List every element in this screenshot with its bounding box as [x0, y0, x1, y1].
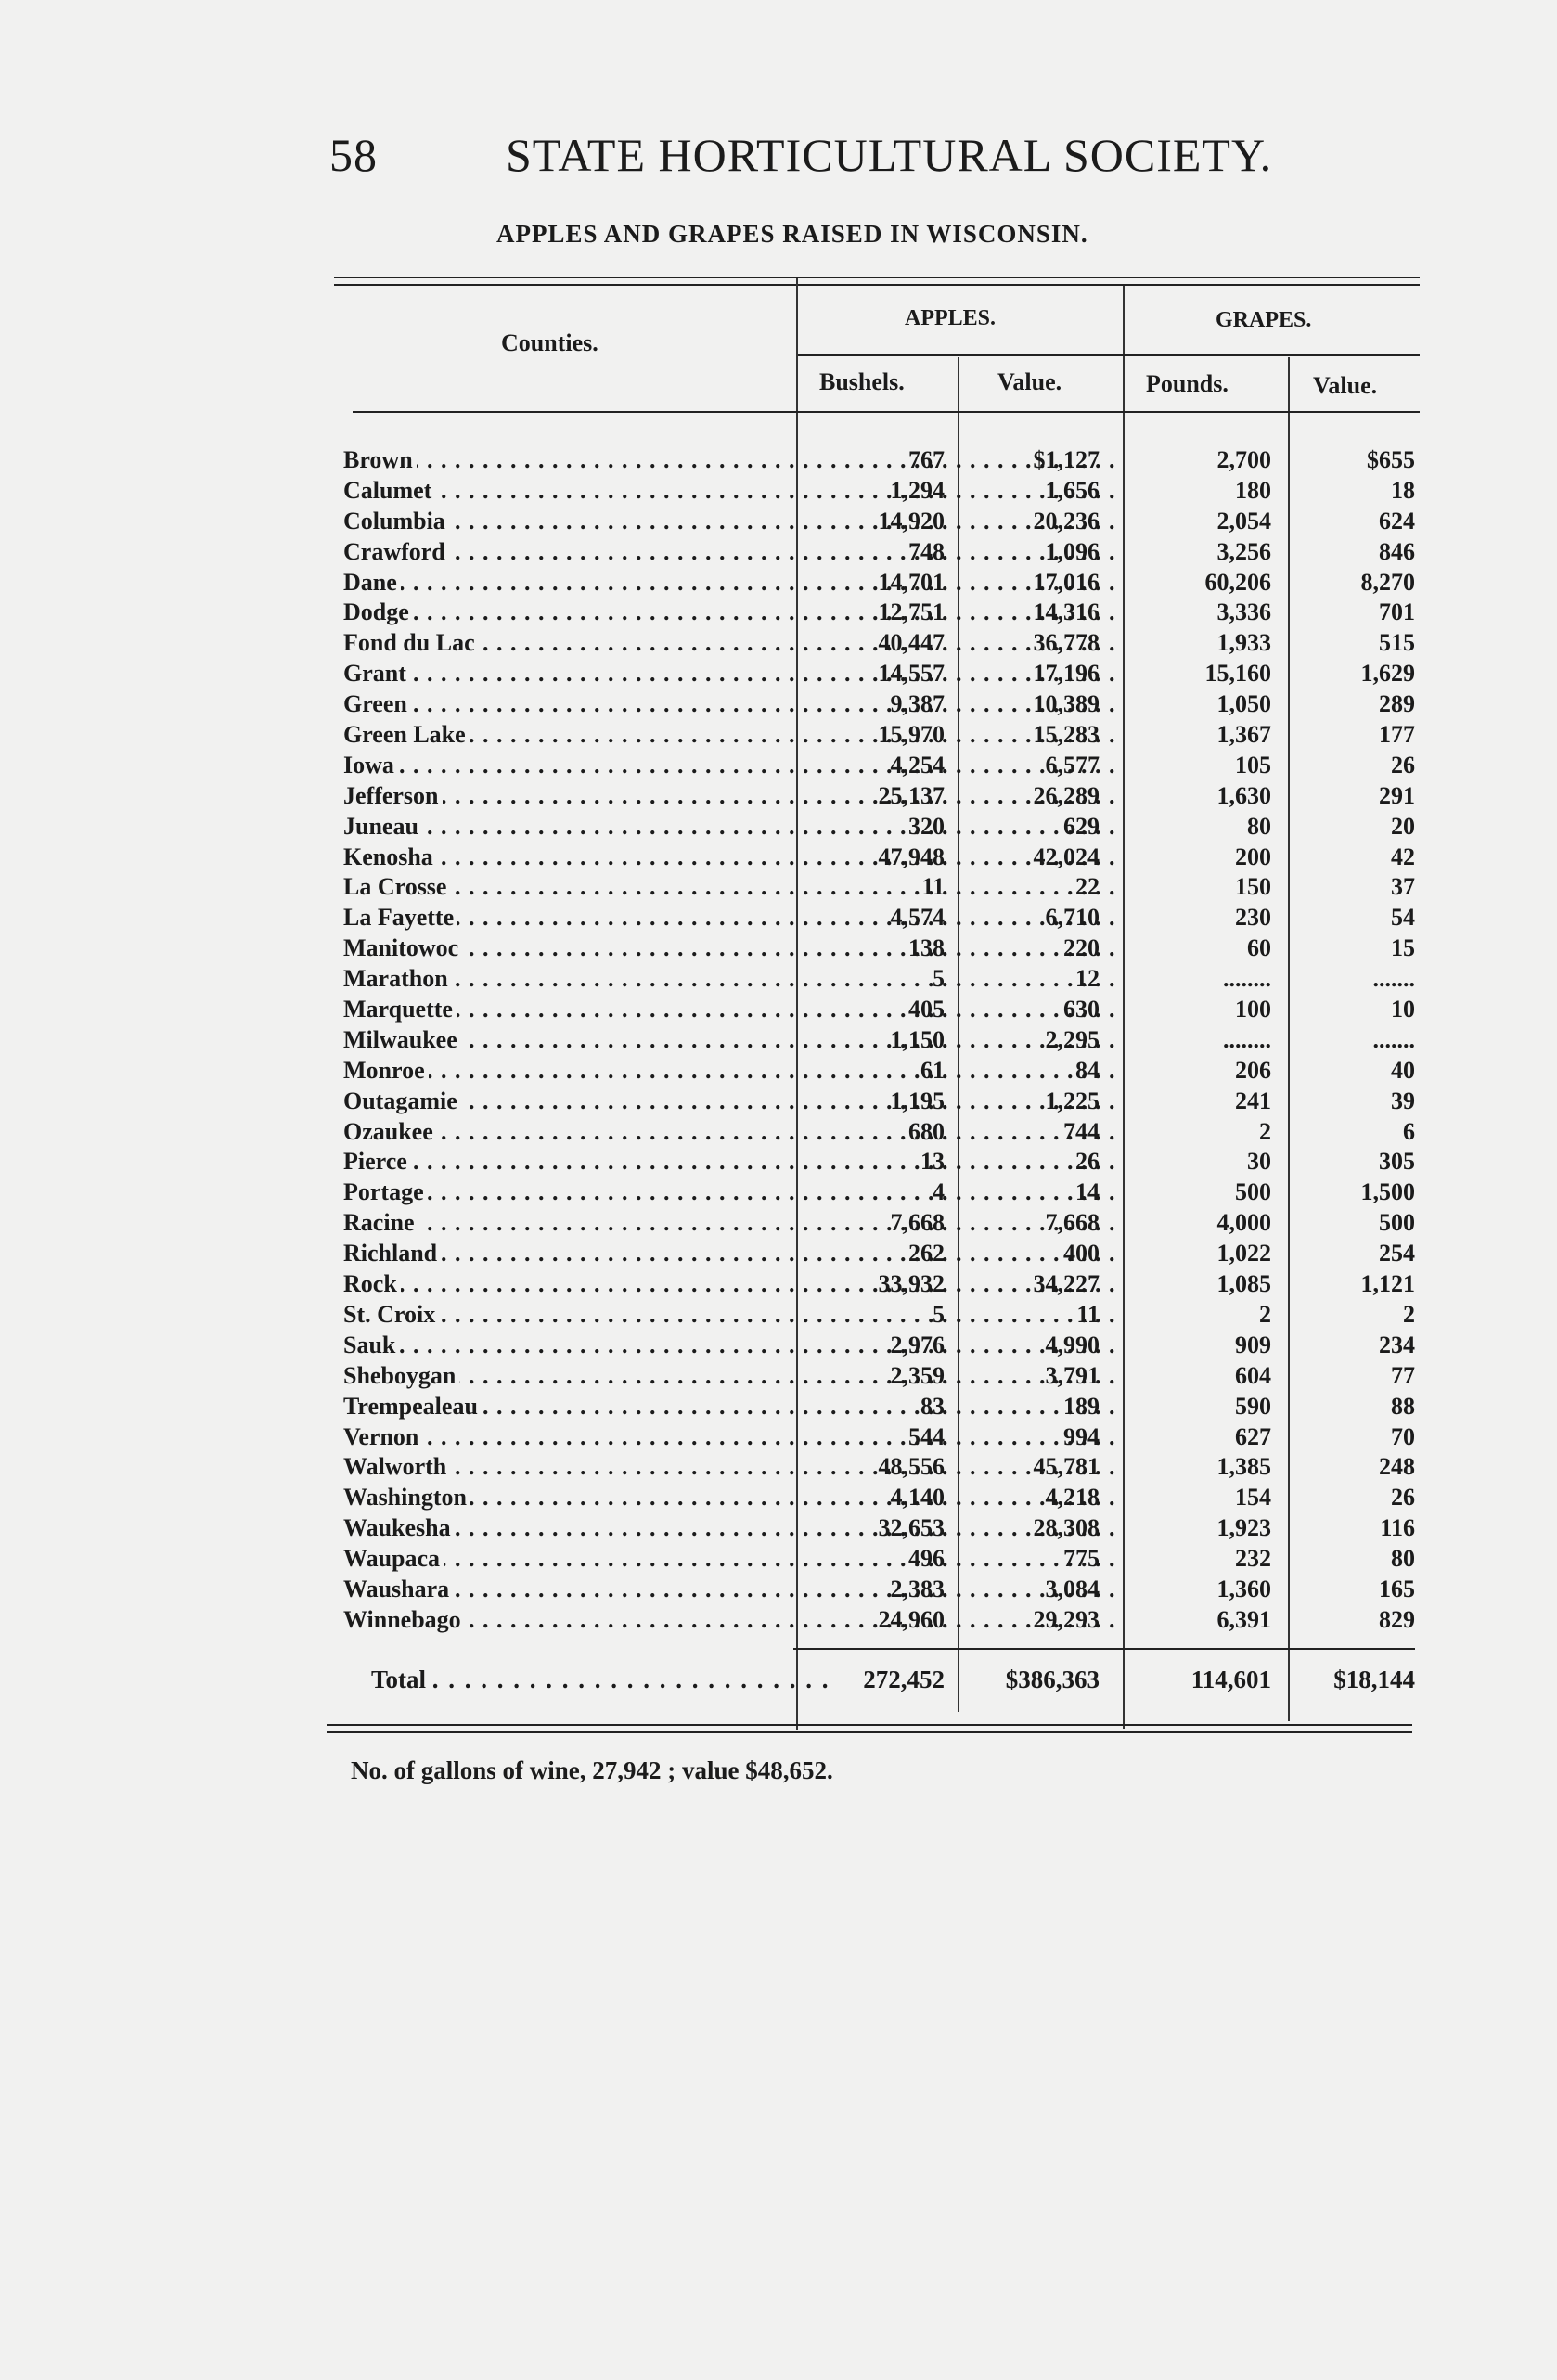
apples-bushels: 14,557 [878, 660, 945, 688]
apples-bushels: 5 [933, 1300, 945, 1328]
county-name: Walworth . . . [343, 1452, 779, 1483]
apples-value: 3,084 [1045, 1575, 1100, 1602]
apples-value: 22 [1075, 873, 1100, 901]
grapes-pounds: 4,000 [1216, 1209, 1271, 1237]
header-bottom-rule [353, 411, 1420, 413]
grapes-value: 77 [1391, 1361, 1415, 1389]
apples-value: 12 [1075, 965, 1100, 993]
county-name: Rock . . . [343, 1269, 779, 1300]
table-row [343, 1208, 1420, 1239]
grapes-value: 701 [1379, 598, 1415, 626]
grapes-pounds: 15,160 [1204, 660, 1271, 688]
county-name: Monroe . . . [343, 1056, 779, 1087]
grapes-pounds: 206 [1235, 1056, 1271, 1084]
table-row [343, 933, 1420, 964]
table-row [343, 507, 1420, 537]
column-header-counties: Counties. [501, 329, 598, 356]
county-name: Brown . . . [343, 445, 779, 476]
table-row [343, 843, 1420, 873]
total-grapes-value: $18,144 [1333, 1666, 1415, 1693]
apples-bushels: 12,751 [878, 598, 945, 626]
table-row [343, 1269, 1420, 1300]
table-row [343, 1392, 1420, 1422]
grapes-pounds: 604 [1235, 1361, 1271, 1389]
apples-value: 775 [1063, 1545, 1100, 1573]
county-name: Sauk . . . [343, 1331, 779, 1361]
table-row [343, 903, 1420, 933]
grapes-pounds: 1,367 [1216, 721, 1271, 749]
apples-bushels: 7,668 [890, 1209, 945, 1237]
grapes-value: 8,270 [1360, 568, 1415, 596]
grapes-pounds: 2 [1259, 1117, 1271, 1145]
grapes-value: 10 [1391, 996, 1415, 1023]
table-row [343, 812, 1420, 843]
table-row [343, 1605, 1420, 1636]
grapes-pounds: 241 [1235, 1087, 1271, 1114]
apples-bushels: 138 [908, 934, 945, 962]
table-row [343, 1452, 1420, 1483]
apples-bushels: 544 [908, 1422, 945, 1450]
apples-bushels: 4 [933, 1178, 945, 1206]
grapes-pounds: 154 [1235, 1484, 1271, 1512]
county-name: Fond du Lac . . . [343, 628, 779, 659]
county-name: Calumet . . . [343, 476, 779, 507]
table-row [343, 598, 1420, 628]
apples-value: 14,316 [1033, 598, 1100, 626]
running-title: STATE HORTICULTURAL SOCIETY. [506, 129, 1273, 181]
apples-value: 11 [1076, 1300, 1100, 1328]
column-header-apples: APPLES. [905, 306, 997, 330]
grapes-value: ....... [1372, 965, 1415, 993]
table-row [343, 995, 1420, 1025]
grapes-pounds: 1,022 [1216, 1240, 1271, 1267]
table-row [343, 445, 1420, 476]
grapes-pounds: 230 [1235, 904, 1271, 932]
county-name: Winnebago . . . [343, 1605, 779, 1636]
county-name: Waukesha . . . [343, 1513, 779, 1544]
grapes-pounds: 100 [1235, 996, 1271, 1023]
county-name: Outagamie . . . [343, 1087, 779, 1117]
grapes-pounds: 590 [1235, 1392, 1271, 1420]
grapes-value: 165 [1379, 1575, 1415, 1602]
county-name: Dodge . . . [343, 598, 779, 628]
table-row [343, 1483, 1420, 1513]
apples-bushels: 40,447 [878, 629, 945, 657]
grapes-value: 39 [1391, 1087, 1415, 1114]
grapes-value: 40 [1391, 1056, 1415, 1084]
grapes-pounds: 80 [1247, 812, 1271, 840]
apples-value: 6,710 [1045, 904, 1100, 932]
grapes-pounds: 6,391 [1216, 1605, 1271, 1633]
county-name: Waupaca . . . [343, 1544, 779, 1575]
county-name: Ozaukee . . . [343, 1117, 779, 1148]
grapes-pounds: 105 [1235, 751, 1271, 778]
apples-value: 630 [1063, 996, 1100, 1023]
grapes-pounds: 3,256 [1216, 537, 1271, 565]
grapes-value: 624 [1379, 507, 1415, 534]
county-name: Richland . . . [343, 1239, 779, 1269]
grapes-value: 88 [1391, 1392, 1415, 1420]
grapes-value: 37 [1391, 873, 1415, 901]
apples-bushels: 2,359 [890, 1361, 945, 1389]
apples-bushels: 2,383 [890, 1575, 945, 1602]
grapes-value: 80 [1391, 1545, 1415, 1573]
table-row [343, 1331, 1420, 1361]
table-title: APPLES AND GRAPES RAISED IN WISCONSIN. [496, 220, 1088, 248]
grapes-pounds: 1,050 [1216, 690, 1271, 718]
grapes-value: 42 [1391, 843, 1415, 870]
apples-bushels: 748 [908, 537, 945, 565]
apples-bushels: 320 [908, 812, 945, 840]
table-row [343, 568, 1420, 598]
county-name: La Crosse . . . [343, 872, 779, 903]
county-name: Green Lake . . . [343, 720, 779, 751]
grapes-value: 289 [1379, 690, 1415, 718]
table-row [343, 1177, 1420, 1208]
apples-bushels: 680 [908, 1117, 945, 1145]
county-name: Grant . . . [343, 659, 779, 689]
apples-value: 629 [1063, 812, 1100, 840]
grapes-pounds: 232 [1235, 1545, 1271, 1573]
grapes-pounds: 60 [1247, 934, 1271, 962]
table-row [343, 1056, 1420, 1087]
grapes-value: 846 [1379, 537, 1415, 565]
table-row [343, 1087, 1420, 1117]
apples-bushels: 13 [920, 1148, 945, 1176]
grapes-value: 15 [1391, 934, 1415, 962]
apples-value: 26,289 [1033, 781, 1100, 809]
column-header-pounds: Pounds. [1146, 370, 1229, 397]
table-row [343, 964, 1420, 995]
apples-bushels: 11 [921, 873, 945, 901]
apples-bushels: 4,574 [890, 904, 945, 932]
grapes-pounds: 627 [1235, 1422, 1271, 1450]
grapes-value: 1,500 [1360, 1178, 1415, 1206]
grapes-value: 2 [1403, 1300, 1415, 1328]
grapes-pounds: 180 [1235, 476, 1271, 504]
apples-bushels: 33,932 [878, 1270, 945, 1298]
grapes-value: 70 [1391, 1422, 1415, 1450]
apples-bushels: 262 [908, 1240, 945, 1267]
table-row [343, 1513, 1420, 1544]
apples-bushels: 1,150 [890, 1025, 945, 1053]
grapes-pounds: 150 [1235, 873, 1271, 901]
apples-bushels: 25,137 [878, 781, 945, 809]
apples-bushels: 496 [908, 1545, 945, 1573]
grapes-value: 1,629 [1360, 660, 1415, 688]
county-name: Portage . . . [343, 1177, 779, 1208]
county-name: Racine . . . [343, 1208, 779, 1239]
total-pounds: 114,601 [1190, 1666, 1271, 1693]
grapes-pounds: 30 [1247, 1148, 1271, 1176]
column-header-grapes-value: Value. [1313, 372, 1378, 399]
county-name: Crawford . . . [343, 537, 779, 568]
apples-value: $1,127 [1033, 446, 1100, 473]
county-name: Dane . . . [343, 568, 779, 598]
table-row [343, 1025, 1420, 1056]
apples-bushels: 2,976 [890, 1331, 945, 1358]
county-name: Vernon . . . [343, 1422, 779, 1453]
apples-bushels: 15,970 [878, 721, 945, 749]
apples-value: 1,096 [1045, 537, 1100, 565]
table-row [343, 1544, 1420, 1575]
county-name: Juneau . . . [343, 812, 779, 843]
table-row [343, 720, 1420, 751]
apples-value: 36,778 [1033, 629, 1100, 657]
county-name: La Fayette . . . [343, 903, 779, 933]
apples-value: 45,781 [1033, 1453, 1100, 1481]
table-row [343, 1575, 1420, 1605]
grapes-pounds: 1,385 [1216, 1453, 1271, 1481]
grapes-value: 26 [1391, 751, 1415, 778]
grapes-pounds: 909 [1235, 1331, 1271, 1358]
county-name: Marathon . . . [343, 964, 779, 995]
apples-bushels: 4,140 [890, 1484, 945, 1512]
table-row [343, 1239, 1420, 1269]
table-row [343, 1117, 1420, 1148]
county-name: Marquette . . . [343, 995, 779, 1025]
total-label: Total . . . . . . . . . . . . . . . . . . . . . . . . . [371, 1666, 830, 1693]
apples-bushels: 83 [920, 1392, 945, 1420]
grapes-value: 254 [1379, 1240, 1415, 1267]
grapes-value: 116 [1380, 1514, 1415, 1542]
grapes-pounds: 2,700 [1216, 446, 1271, 473]
column-header-bushels: Bushels. [819, 368, 905, 395]
footnote: No. of gallons of wine, 27,942 ; value $48,652. [351, 1756, 833, 1784]
apples-value: 2,295 [1045, 1025, 1100, 1053]
county-name: Kenosha . . . [343, 843, 779, 873]
grapes-pounds: 500 [1235, 1178, 1271, 1206]
county-name: Jefferson . . . [343, 781, 779, 812]
apples-bushels: 61 [920, 1056, 945, 1084]
table-row [343, 1361, 1420, 1392]
apples-value: 3,791 [1045, 1361, 1100, 1389]
county-name: Columbia . . . [343, 507, 779, 537]
grapes-value: 305 [1379, 1148, 1415, 1176]
apples-value: 15,283 [1033, 721, 1100, 749]
grapes-pounds: 1,085 [1216, 1270, 1271, 1298]
apples-value: 20,236 [1033, 507, 1100, 534]
table-row [343, 781, 1420, 812]
county-name: Pierce . . . [343, 1147, 779, 1177]
apples-value: 14 [1075, 1178, 1100, 1206]
grapes-pounds: 1,933 [1216, 629, 1271, 657]
apples-bushels: 1,294 [890, 476, 945, 504]
apples-bushels: 24,960 [878, 1605, 945, 1633]
apples-value: 17,196 [1033, 660, 1100, 688]
grapes-pounds: ........ [1223, 965, 1271, 993]
grapes-pounds: 1,630 [1216, 781, 1271, 809]
apples-bushels: 405 [908, 996, 945, 1023]
grapes-pounds: 60,206 [1204, 568, 1271, 596]
table-body [343, 445, 1420, 1636]
table-row [343, 476, 1420, 507]
apples-value: 17,016 [1033, 568, 1100, 596]
apples-value: 29,293 [1033, 1605, 1100, 1633]
column-header-grapes: GRAPES. [1216, 308, 1312, 332]
table-row [343, 537, 1420, 568]
county-name: Manitowoc . . . [343, 933, 779, 964]
county-name: St. Croix . . . [343, 1300, 779, 1331]
apples-bushels: 48,556 [878, 1453, 945, 1481]
total-rule [793, 1648, 1415, 1650]
county-name: Waushara . . . [343, 1575, 779, 1605]
grapes-value: 6 [1403, 1117, 1415, 1145]
table-row [343, 1300, 1420, 1331]
group-header-rule [798, 354, 1420, 356]
table-row [343, 659, 1420, 689]
grapes-pounds: ........ [1223, 1025, 1271, 1053]
grapes-value: 54 [1391, 904, 1415, 932]
top-rule [334, 277, 1420, 278]
table-row [343, 1422, 1420, 1453]
apples-bushels: 1,195 [890, 1087, 945, 1114]
apples-value: 42,024 [1033, 843, 1100, 870]
grapes-value: 500 [1379, 1209, 1415, 1237]
grapes-value: 20 [1391, 812, 1415, 840]
apples-value: 10,389 [1033, 690, 1100, 718]
county-name: Iowa . . . [343, 751, 779, 781]
grapes-value: 291 [1379, 781, 1415, 809]
table-row [343, 628, 1420, 659]
apples-bushels: 47,948 [878, 843, 945, 870]
apples-value: 34,227 [1033, 1270, 1100, 1298]
apples-value: 28,308 [1033, 1514, 1100, 1542]
grapes-pounds: 1,360 [1216, 1575, 1271, 1602]
apples-value: 189 [1063, 1392, 1100, 1420]
bottom-rule [327, 1724, 1412, 1726]
apples-bushels: 32,653 [878, 1514, 945, 1542]
apples-bushels: 5 [933, 965, 945, 993]
table-row [343, 872, 1420, 903]
grapes-value: 26 [1391, 1484, 1415, 1512]
county-name: Green . . . [343, 689, 779, 720]
table-row [343, 751, 1420, 781]
page-number: 58 [329, 129, 378, 181]
table-row [343, 689, 1420, 720]
apples-value: 1,656 [1045, 476, 1100, 504]
grapes-pounds: 1,923 [1216, 1514, 1271, 1542]
total-row [343, 1661, 1420, 1698]
apples-value: 26 [1075, 1148, 1100, 1176]
apples-value: 744 [1063, 1117, 1100, 1145]
grapes-pounds: 200 [1235, 843, 1271, 870]
table-row [343, 1147, 1420, 1177]
grapes-value: 177 [1379, 721, 1415, 749]
apples-bushels: 767 [908, 446, 945, 473]
apples-bushels: 14,701 [878, 568, 945, 596]
apples-value: 84 [1075, 1056, 1100, 1084]
apples-value: 994 [1063, 1422, 1100, 1450]
apples-bushels: 4,254 [890, 751, 945, 778]
grapes-value: 234 [1379, 1331, 1415, 1358]
county-name: Milwaukee . . . [343, 1025, 779, 1056]
county-name: Sheboygan . . . [343, 1361, 779, 1392]
grapes-pounds: 2,054 [1216, 507, 1271, 534]
apples-value: 4,218 [1045, 1484, 1100, 1512]
grapes-value: ....... [1372, 1025, 1415, 1053]
county-name: Trempealeau . . . [343, 1392, 779, 1422]
apples-bushels: 14,920 [878, 507, 945, 534]
column-header-apples-value: Value. [997, 368, 1062, 395]
apples-bushels: 9,387 [890, 690, 945, 718]
grapes-pounds: 2 [1259, 1300, 1271, 1328]
grapes-value: 1,121 [1360, 1270, 1415, 1298]
grapes-pounds: 3,336 [1216, 598, 1271, 626]
grapes-value: 248 [1379, 1453, 1415, 1481]
apples-value: 220 [1063, 934, 1100, 962]
top-rule-2 [334, 284, 1420, 286]
apples-value: 7,668 [1045, 1209, 1100, 1237]
apples-value: 1,225 [1045, 1087, 1100, 1114]
grapes-value: $655 [1367, 446, 1415, 473]
bottom-rule-2 [327, 1731, 1412, 1733]
county-name: Washington . . . [343, 1483, 779, 1513]
grapes-value: 18 [1391, 476, 1415, 504]
apples-value: 4,990 [1045, 1331, 1100, 1358]
grapes-value: 515 [1379, 629, 1415, 657]
total-apples-value: $386,363 [1005, 1666, 1100, 1693]
grapes-value: 829 [1379, 1605, 1415, 1633]
apples-value: 400 [1063, 1240, 1100, 1267]
total-bushels: 272,452 [863, 1666, 945, 1693]
apples-value: 6,577 [1045, 751, 1100, 778]
